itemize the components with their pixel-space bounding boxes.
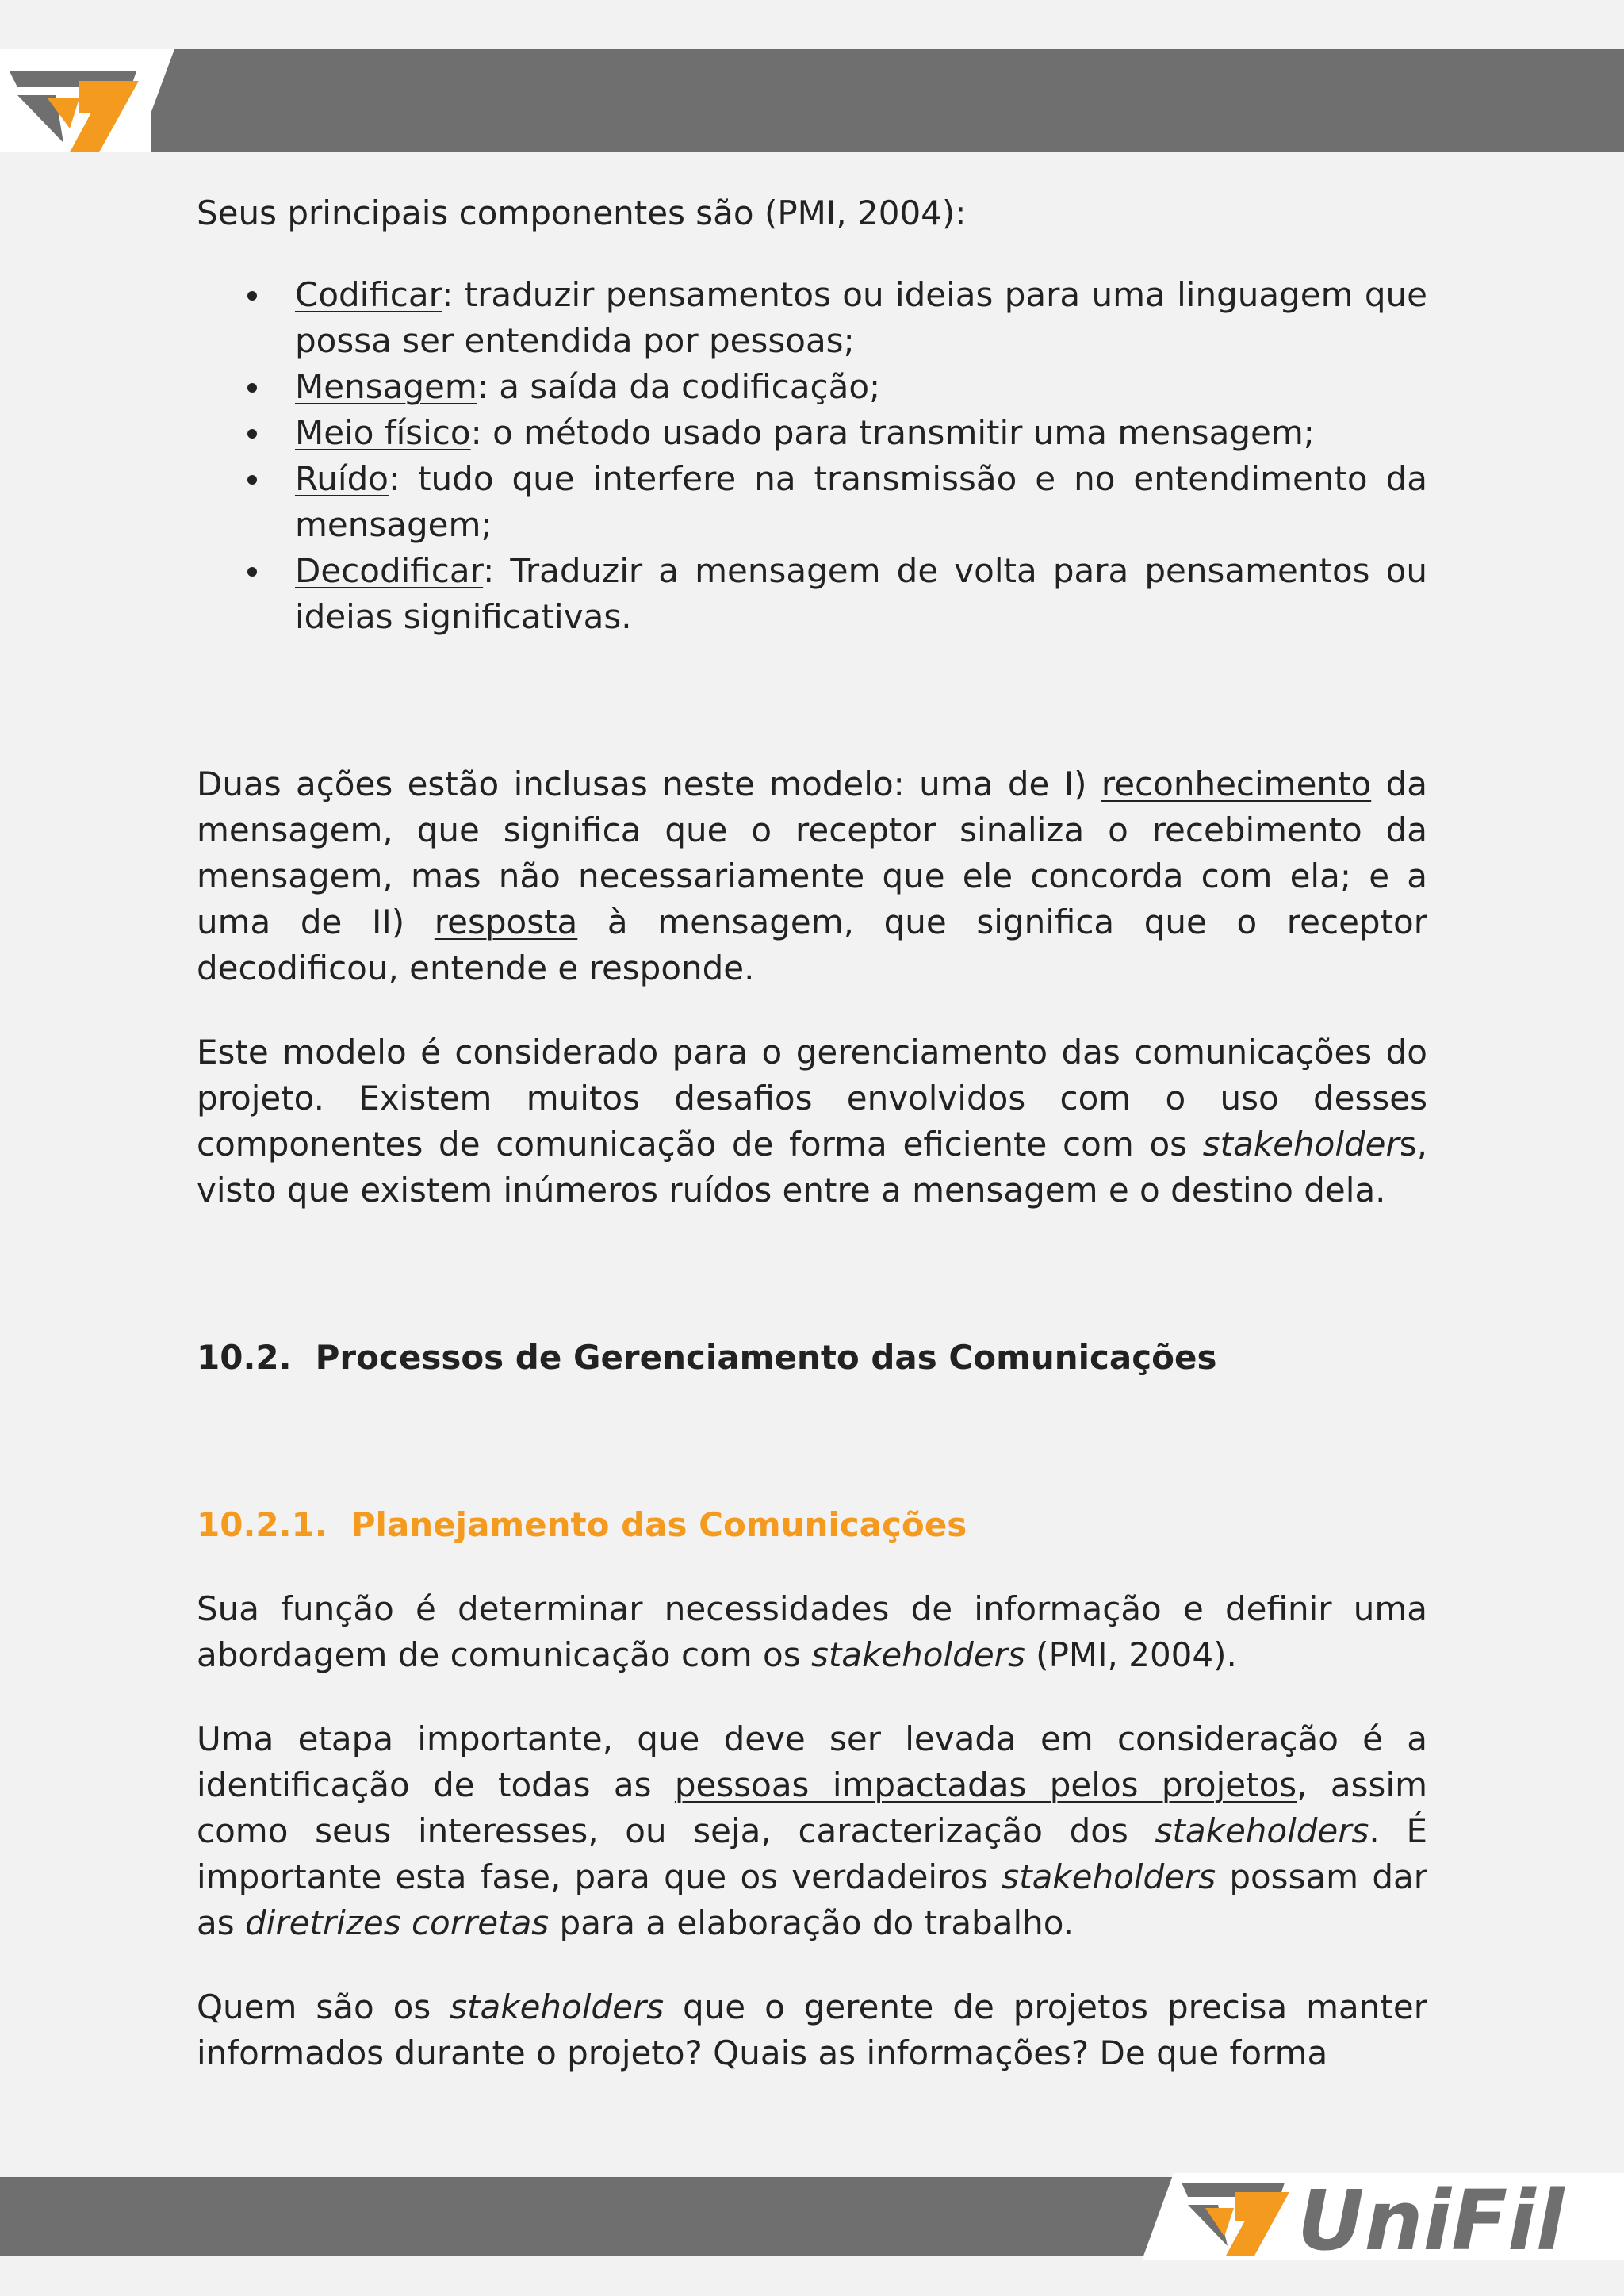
list-item bbox=[197, 456, 1427, 548]
text-run: Este modelo é considerado para o gerenciamento das comunicações do projeto. Existem muitos desafios envolvidos com o uso desses componentes de comunicação de forma eficiente com os bbox=[197, 1033, 1427, 1163]
intro-paragraph: Seus principais componentes são (PMI, 2004): bbox=[197, 194, 967, 232]
term-label: Ruído bbox=[295, 459, 389, 498]
footer-logo-text: UniFil bbox=[1297, 2173, 1565, 2260]
bullet-icon bbox=[247, 291, 257, 301]
underlined-term: reconhecimento bbox=[1101, 765, 1372, 803]
text-run: (PMI, 2004). bbox=[1025, 1635, 1237, 1674]
components-list bbox=[197, 272, 1427, 640]
term-description: : traduzir pensamentos ou ideias para uma linguagem que possa ser entendida por pessoas; bbox=[295, 275, 1427, 360]
term-label: Codificar bbox=[295, 275, 442, 314]
unifil-footer-logo bbox=[1142, 2173, 1624, 2260]
section-number: 10.2. bbox=[197, 1338, 292, 1377]
term-label: Meio físico bbox=[295, 413, 471, 452]
text-run: s, visto que existem inúmeros ruídos entre a mensagem e o destino dela. bbox=[197, 1125, 1427, 1209]
actions-paragraph bbox=[197, 761, 1427, 991]
italic-term: stakeholders bbox=[1002, 1857, 1216, 1896]
document-body bbox=[197, 190, 1427, 2076]
term-description: : o método usado para transmitir uma mensagem; bbox=[470, 413, 1315, 452]
text-run: . É importante esta fase, para que os verdadeiros bbox=[197, 1811, 1427, 1896]
stage-paragraph bbox=[197, 1716, 1427, 1946]
text-run: possam dar as bbox=[197, 1857, 1427, 1942]
subsection-title: Planejamento das Comunicações bbox=[350, 1505, 967, 1544]
text-run: Sua função é determinar necessidades de informação e definir uma abordagem de comunicação com os bbox=[197, 1589, 1427, 1674]
bullet-icon bbox=[247, 475, 257, 485]
list-item bbox=[197, 364, 1427, 410]
section-title: Processos de Gerenciamento das Comunicações bbox=[315, 1338, 1217, 1377]
text-run: Uma etapa importante, que deve ser levada em consideração é a identificação de todas as bbox=[197, 1719, 1427, 1804]
italic-term: diretrizes corretas bbox=[244, 1903, 550, 1942]
term-description: : tudo que interfere na transmissão e no entendimento da mensagem; bbox=[295, 459, 1427, 544]
function-paragraph bbox=[197, 1586, 1427, 1678]
underlined-term: pessoas impactadas pelos projetos bbox=[674, 1765, 1297, 1804]
text-run: Quem são os bbox=[197, 1987, 450, 2026]
text-run: da mensagem, que significa que o receptor sinaliza o recebimento da mensagem, mas não necessariamente que ele concorda com ela; e a uma de II) bbox=[197, 765, 1427, 941]
underlined-term: resposta bbox=[434, 903, 578, 941]
subsection-heading bbox=[197, 1502, 1427, 1548]
bullet-icon bbox=[247, 383, 257, 393]
subsection-number: 10.2.1. bbox=[197, 1505, 327, 1544]
text-run: à mensagem, que significa que o receptor decodificou, entende e responde. bbox=[197, 903, 1428, 987]
italic-term: stakeholder bbox=[1202, 1125, 1400, 1163]
question-paragraph bbox=[197, 1984, 1427, 2076]
italic-term: stakeholders bbox=[1155, 1811, 1369, 1850]
text-run: Duas ações estão inclusas neste modelo: uma de I) bbox=[197, 765, 1101, 803]
header-bar bbox=[0, 49, 1624, 152]
bullet-icon bbox=[247, 567, 257, 577]
text-run: para a elaboração do trabalho. bbox=[549, 1903, 1074, 1942]
text-run: , assim como seus interesses, ou seja, caracterização dos bbox=[197, 1765, 1427, 1850]
term-label: Decodificar bbox=[295, 551, 484, 590]
italic-term: stakeholders bbox=[450, 1987, 665, 2026]
text-run: que o gerente de projetos precisa manter informados durante o projeto? Quais as informações? De que forma bbox=[197, 1987, 1427, 2072]
term-description: : Traduzir a mensagem de volta para pensamentos ou ideias significativas. bbox=[295, 551, 1427, 636]
bullet-icon bbox=[247, 429, 257, 439]
term-label: Mensagem bbox=[295, 367, 477, 406]
term-description: : a saída da codificação; bbox=[477, 367, 881, 406]
section-heading bbox=[197, 1335, 1427, 1381]
list-item bbox=[197, 548, 1427, 640]
model-paragraph bbox=[197, 1029, 1427, 1213]
list-item bbox=[197, 272, 1427, 364]
italic-term: stakeholders bbox=[810, 1635, 1025, 1674]
list-item bbox=[197, 410, 1427, 456]
unifil-logo-icon bbox=[0, 49, 174, 152]
